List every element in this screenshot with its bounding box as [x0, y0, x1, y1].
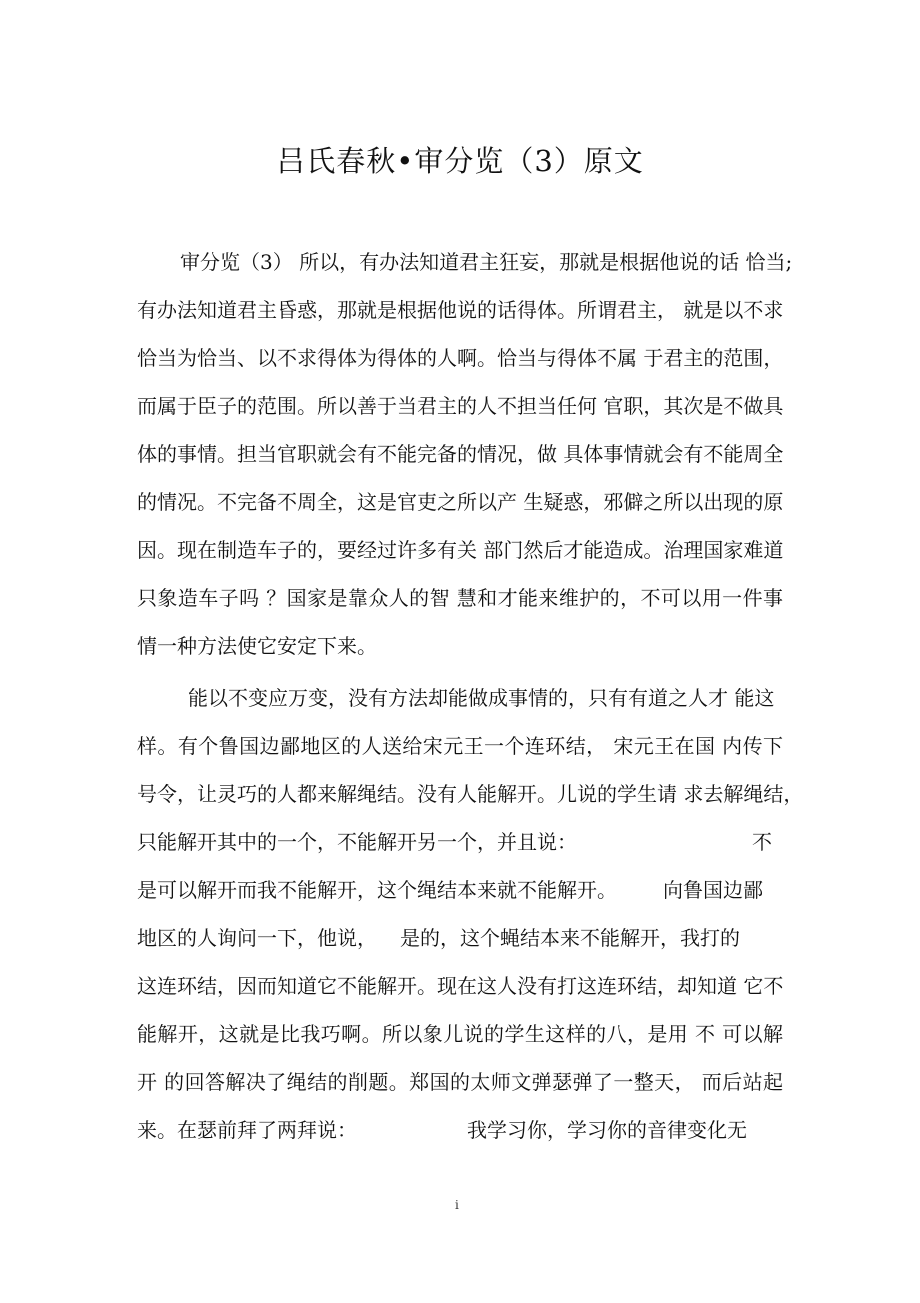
paragraph-2-line-5: 是可以解开而我不能解开，这个绳结本来就不能解开。 — [137, 878, 617, 902]
paragraph-1-line-7: 因。现在制造车子的，要经过许多有关 部门然后才能造成。治理国家难道 — [137, 538, 784, 562]
paragraph-1-line-1: 审分览（3） 所以，有办法知道君主狂妄，那就是根据他说的话 恰当; — [180, 250, 793, 274]
paragraph-2-line-9: 开 的回答解决了绳结的削题。郑国的太师文弹瑟弹了一整天， 而后站起 — [137, 1070, 783, 1094]
paragraph-1-line-4: 而属于臣子的范围。所以善于当君主的人不担当任何 官职，其次是不做具 — [137, 394, 784, 418]
paragraph-1-line-2: 有办法知道君主昏惑，那就是根据他说的话得体。所谓君主， 就是以不求 — [137, 298, 784, 322]
paragraph-1-line-3: 恰当为恰当、以不求得体为得体的人啊。恰当与得体不属 于君主的范围， — [137, 346, 784, 370]
paragraph-1-line-9: 情一种方法使它安定下来。 — [137, 634, 377, 658]
paragraph-2-line-5-end: 向鲁国边鄙 — [663, 878, 763, 902]
paragraph-1-line-8: 只象造车子吗 ？国家是靠众人的智 慧和才能来维护的，不可以用一件事 — [137, 586, 783, 610]
page-title: 吕氏春秋•审分览（3）原文 — [276, 144, 644, 178]
paragraph-2-line-10: 来。在瑟前拜了两拜说： — [137, 1118, 357, 1142]
paragraph-2-line-6-end: 是的，这个蝇结本来不能解开，我打的 — [400, 926, 740, 950]
paragraph-1-line-5: 体的事情。担当官职就会有不能完备的情况，做 具体事情就会有不能周全 — [137, 442, 784, 466]
paragraph-2-line-8: 能解开，这就是比我巧啊。所以象儿说的学生这样的八，是用 不 可以解 — [137, 1022, 783, 1046]
paragraph-2-line-4-end: 不 — [752, 830, 772, 854]
paragraph-2-line-7: 这连环结，因而知道它不能解开。现在这人没有打这连环结，却知道 它不 — [137, 974, 784, 998]
page-number: i — [455, 1198, 459, 1212]
paragraph-2-line-10-end: 我学习你，学习你的音律变化无 — [467, 1118, 747, 1142]
paragraph-2-line-6: 地区的人询问一下，他说， — [137, 926, 377, 950]
paragraph-2-line-3: 号令，让灵巧的人都来解绳结。没有人能解开。儿说的学生请 求去解绳结， — [137, 782, 804, 806]
paragraph-2-line-1: 能以不变应万变，没有方法却能做成事情的，只有有道之人才 能这 — [188, 686, 775, 710]
paragraph-1-line-6: 的情况。不完备不周全，这是官吏之所以产 生疑惑，邪僻之所以出现的原 — [137, 490, 784, 514]
paragraph-2-line-4: 只能解开其中的一个，不能解开另一个，并且说： — [137, 830, 577, 854]
paragraph-2-line-2: 样。有个鲁国边鄙地区的人送给宋元王一个连环结， 宋元王在国 内传下 — [137, 734, 783, 758]
